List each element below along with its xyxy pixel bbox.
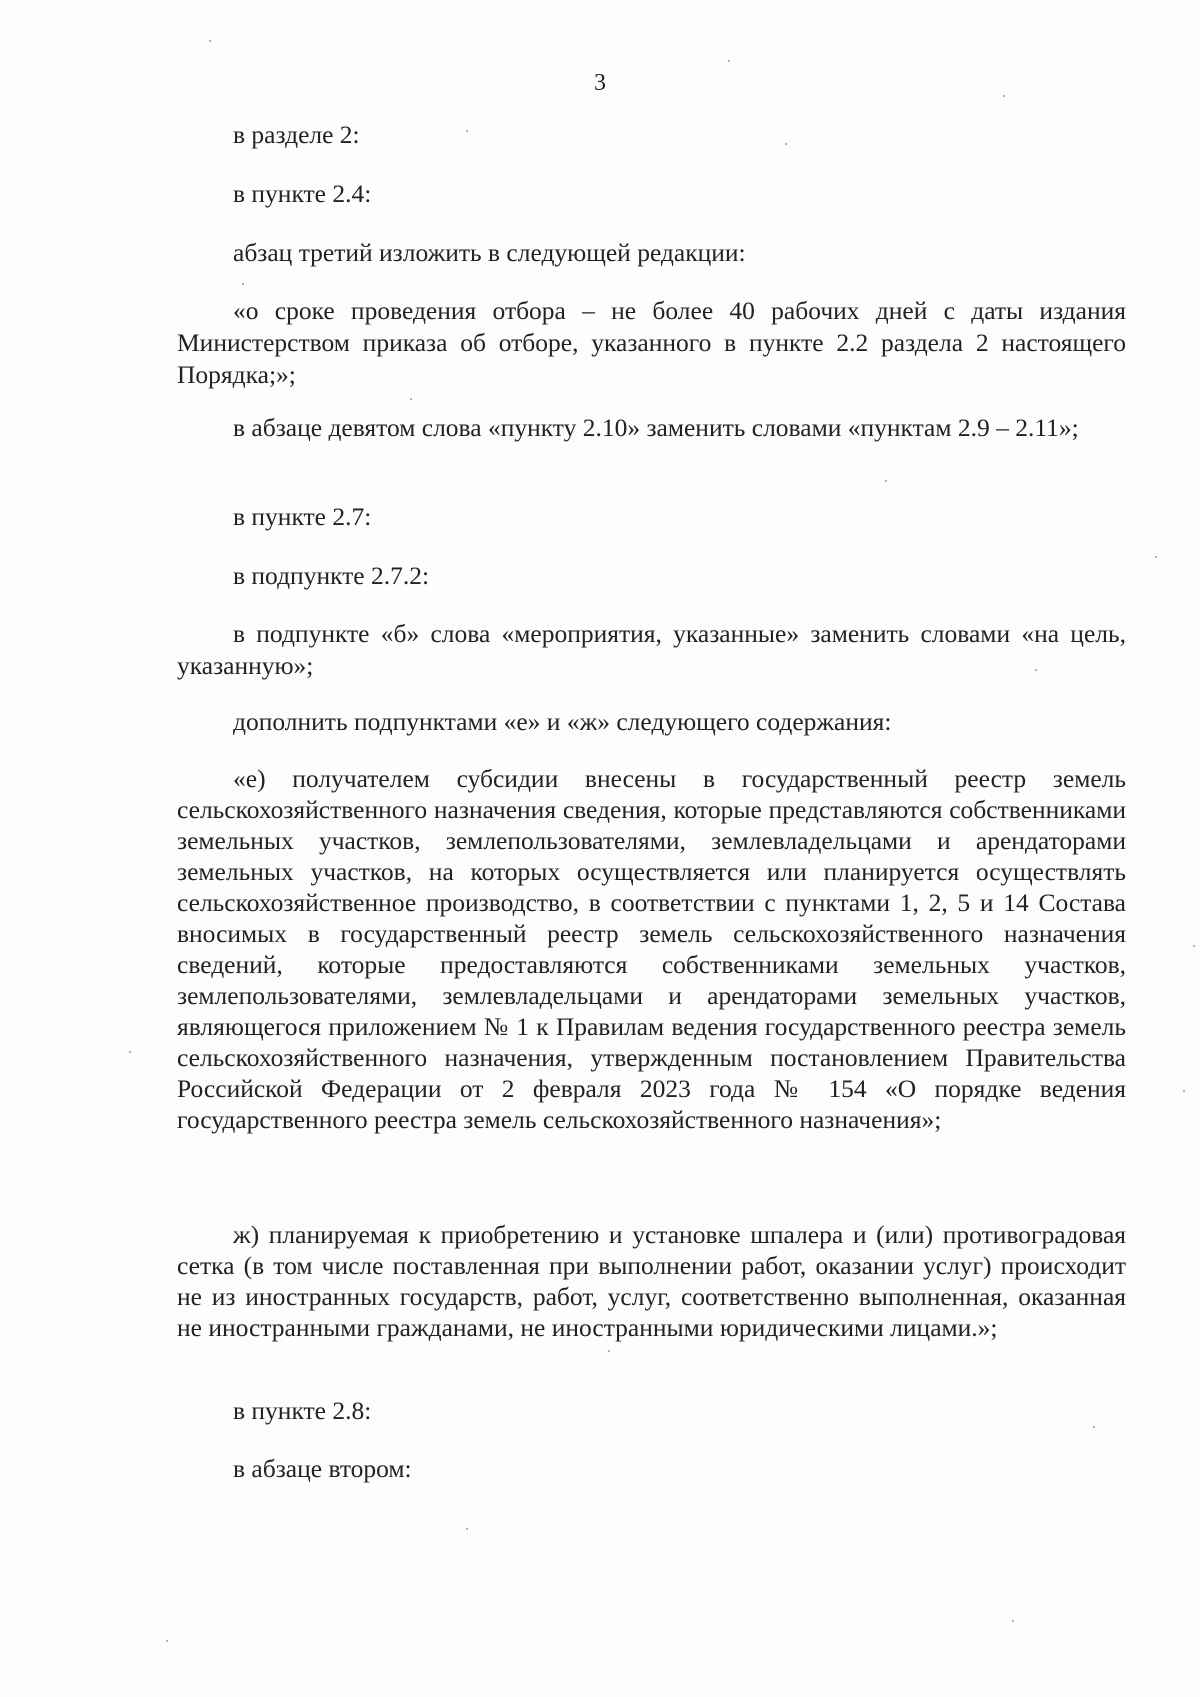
paragraph-subitem-zh: ж) планируемая к приобретению и установке шпалера и (или) противоградовая сетка (в том числе поставленная при выполнении работ, оказании услуг) происходит не из иностранных государств, работ, услуг, соответственно выполненная, оказанная не иностранными гражданами, не иностранными юридическими лицами.»; <box>177 1220 1126 1342</box>
paragraph-third-abzac: абзац третий изложить в следующей редакции: <box>233 238 746 267</box>
scan-speck <box>466 130 468 132</box>
paragraph-section-2: в разделе 2: <box>233 120 360 149</box>
paragraph-selection-term: «о сроке проведения отбора – не более 40 рабочих дней с даты издания Министерством приказа об отборе, указанного в пункте 2.2 раздела 2 настоящего Порядка;»; <box>177 296 1126 389</box>
paragraph-item-2-4: в пункте 2.4: <box>233 179 372 208</box>
page-number: 3 <box>594 70 606 96</box>
scan-speck <box>785 143 787 145</box>
scan-speck <box>1155 556 1157 558</box>
paragraph-add-subitems: дополнить подпунктами «е» и «ж» следующего содержания: <box>233 707 892 736</box>
scan-speck <box>209 40 211 42</box>
scan-speck <box>608 1350 610 1352</box>
scan-speck <box>728 60 730 62</box>
scan-speck <box>1035 669 1037 671</box>
scan-speck <box>129 1051 131 1053</box>
paragraph-subitem-b: в подпункте «б» слова «мероприятия, указанные» заменить словами «на цель, указанную»; <box>177 619 1126 680</box>
paragraph-item-2-7: в пункте 2.7: <box>233 502 372 531</box>
paragraph-ninth-abzac: в абзаце девятом слова «пункту 2.10» заменить словами «пунктам 2.9 – 2.11»; <box>233 413 1079 442</box>
scan-speck <box>410 398 412 400</box>
paragraph-second-abzac: в абзаце втором: <box>233 1454 412 1483</box>
scan-speck <box>466 1528 468 1530</box>
scan-speck <box>166 1640 168 1642</box>
scan-speck <box>1012 1620 1014 1622</box>
scan-speck <box>885 480 887 482</box>
paragraph-item-2-8: в пункте 2.8: <box>233 1396 372 1425</box>
scan-speck <box>1183 1090 1185 1092</box>
scan-speck <box>242 283 244 285</box>
paragraph-subitem-2-7-2: в подпункте 2.7.2: <box>233 561 430 590</box>
scan-speck <box>1193 945 1195 947</box>
scan-speck <box>1093 1426 1095 1428</box>
paragraph-subitem-e: «е) получателем субсидии внесены в государственный реестр земель сельскохозяйственного назначения сведения, которые представляются собственниками земельных участков, землепользователями, землевладельцами и арендаторами земельных участков, на которых осуществляется или планируется осуществлять сельскохозяйственное производство, в соответствии с пунктами 1, 2, 5 и 14 Состава вносимых в государственный реестр земель сельскохозяйственного назначения сведений, которые предоставляются собственниками земельных участков, землепользователями, землевладельцами и арендаторами земельных участков, являющегося приложением № 1 к Правилам ведения государственного реестра земель сельскохозяйственного назначения, утвержденным постановлением Правительства Российской Федерации от 2 февраля 2023 года № 154 «О порядке ведения государственного реестра земель сельскохозяйственного назначения»; <box>177 764 1126 1134</box>
scan-speck <box>1003 95 1005 97</box>
